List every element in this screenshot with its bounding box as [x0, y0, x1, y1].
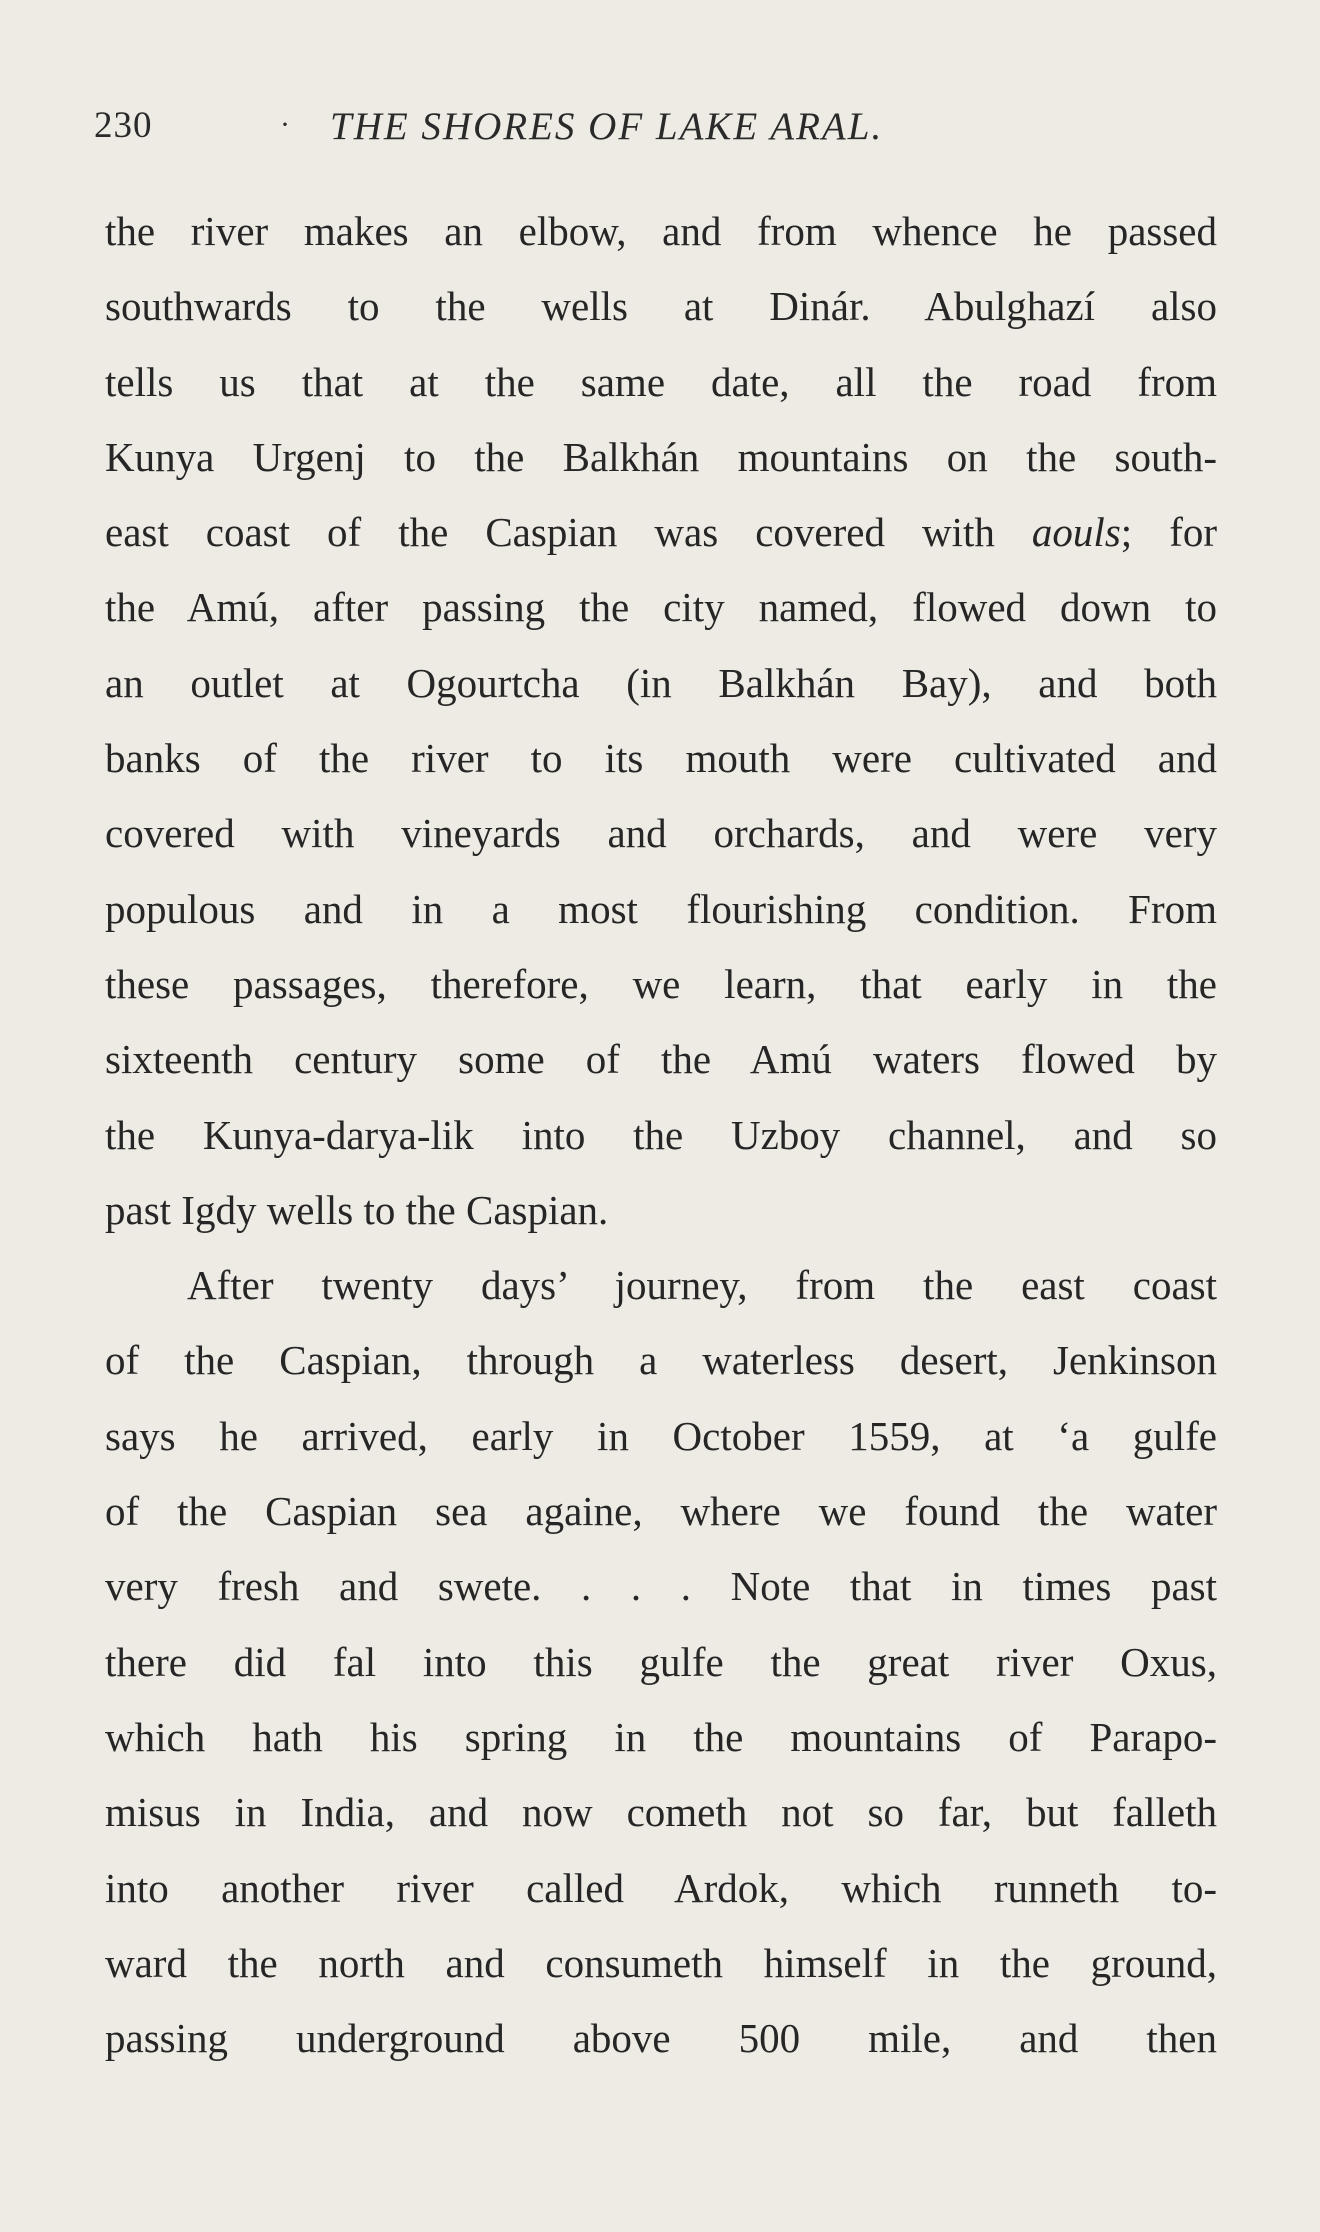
- text-line: the river makes an elbow, and from whence he passed: [105, 208, 1217, 254]
- text-line: very fresh and swete. . . . Note that in times past: [105, 1563, 1217, 1610]
- running-title: THE SHORES OF LAKE ARAL.: [330, 105, 884, 148]
- text-line: which hath his spring in the mountains of Parapo-: [105, 1713, 1217, 1760]
- page-number: 230: [94, 105, 153, 146]
- text-line: an outlet at Ogourtcha (in Balkhán Bay), and both: [105, 659, 1217, 706]
- text-line-with-italic: [105, 495, 1217, 570]
- text-line: covered with vineyards and orchards, and were very: [105, 810, 1217, 857]
- header-separator: ·: [280, 108, 290, 141]
- text-line: passing underground above 500 mile, and then: [105, 2015, 1217, 2062]
- text-line: banks of the river to its mouth were cultivated and: [105, 735, 1217, 782]
- text-line: says he arrived, early in October 1559, at ‘a gulfe: [105, 1412, 1217, 1459]
- text-segment: ; for: [1120, 509, 1218, 556]
- text-line: ward the north and consumeth himself in the ground,: [105, 1939, 1217, 1986]
- page-header: [94, 104, 1214, 164]
- text-line: southwards to the wells at Dinár. Abulghazí also: [105, 283, 1217, 330]
- text-line: tells us that at the same date, all the road from: [105, 358, 1217, 405]
- text-line: past Igdy wells to the Caspian.: [105, 1186, 609, 1233]
- body-text: [105, 194, 1217, 2076]
- text-line: there did fal into this gulfe the great river Oxus,: [105, 1638, 1217, 1685]
- text-line: of the Caspian, through a waterless desert, Jenkinson: [105, 1337, 1217, 1384]
- text-line: the Amú, after passing the city named, flowed down to: [105, 584, 1217, 631]
- text-line: sixteenth century some of the Amú waters flowed by: [105, 1036, 1217, 1083]
- text-line: into another river called Ardok, which runneth to-: [105, 1864, 1217, 1911]
- text-line: these passages, therefore, we learn, that early in the: [105, 960, 1217, 1007]
- text-line: misus in India, and now cometh not so far, but falleth: [105, 1789, 1217, 1836]
- text-line: of the Caspian sea againe, where we found the water: [105, 1488, 1217, 1535]
- italic-word: aouls: [1031, 509, 1121, 556]
- paragraph-start: After twenty days’ journey, from the east coast: [187, 1262, 1217, 1309]
- text-segment: east coast of the Caspian was covered with: [105, 509, 1032, 556]
- text-line: Kunya Urgenj to the Balkhán mountains on the south-: [105, 433, 1217, 480]
- text-line: populous and in a most flourishing condition. From: [105, 885, 1217, 932]
- text-line: the Kunya-darya-lik into the Uzboy channel, and so: [105, 1111, 1217, 1158]
